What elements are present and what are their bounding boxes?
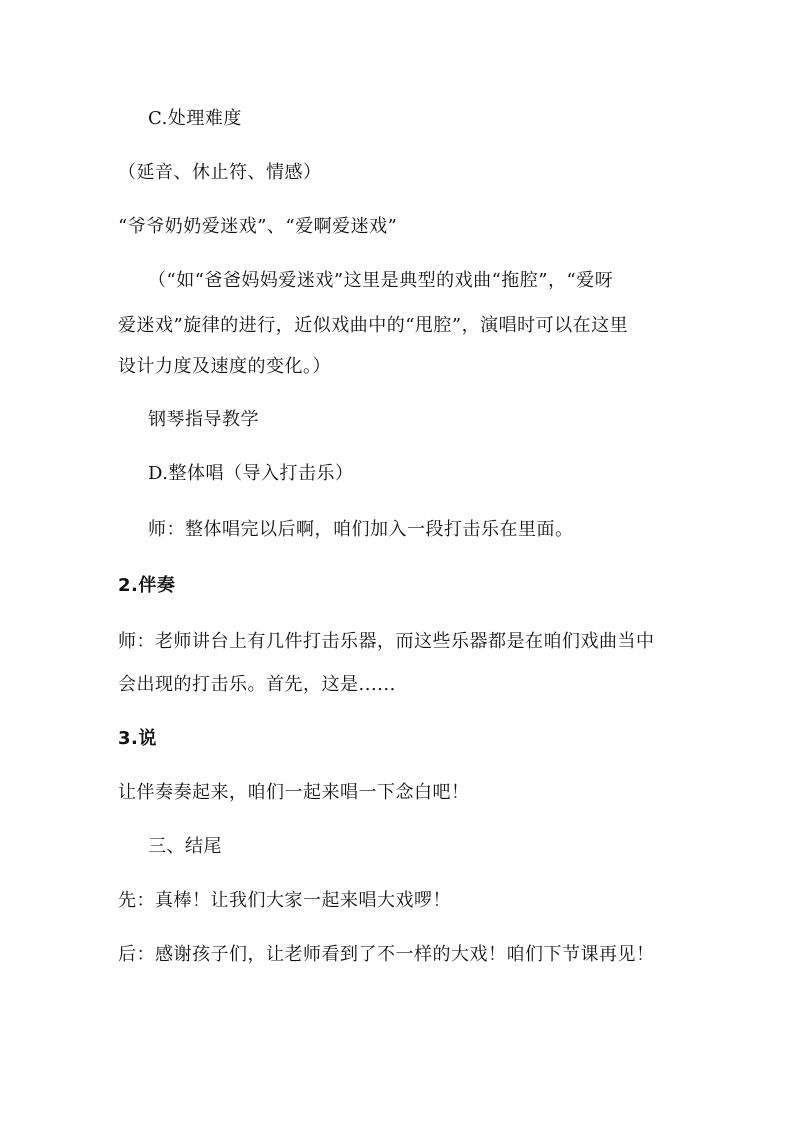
section-d-heading: D.整体唱（导入打击乐）: [148, 463, 354, 484]
paragraph-text: （“如“爸爸妈妈爱迷戏”这里是典型的戏曲“拖腔”，“爱呀: [148, 270, 614, 291]
paragraph-text: 会出现的打击乐。首先，这是......: [118, 674, 396, 695]
paragraph-text: （延音、休止符、情感）: [118, 162, 322, 183]
paragraph-text: 设计力度及速度的变化。）: [118, 356, 331, 377]
section-3-heading: 3.说: [118, 728, 157, 749]
section-three-heading: 三、结尾: [148, 836, 222, 857]
section-2-heading: 2.伴奏: [118, 575, 176, 596]
paragraph-text: 后：感谢孩子们，让老师看到了不一样的大戏！咱们下节课再见！: [118, 944, 655, 965]
paragraph-text: 爱迷戏”旋律的进行，近似戏曲中的“甩腔”，演唱时可以在这里: [118, 315, 629, 336]
paragraph-text: 师：整体唱完以后啊，咱们加入一段打击乐在里面。: [148, 519, 574, 540]
paragraph-text: 先：真棒！让我们大家一起来唱大戏啰！: [118, 890, 451, 911]
paragraph-text: “爷爷奶奶爱迷戏”、“爱啊爱迷戏”: [118, 216, 398, 237]
paragraph-text: 师：老师讲台上有几件打击乐器，而这些乐器都是在咱们戏曲当中: [118, 631, 655, 652]
paragraph-text: 钢琴指导教学: [148, 409, 259, 430]
paragraph-text: 让伴奏奏起来，咱们一起来唱一下念白吧！: [118, 782, 470, 803]
section-c-heading: C.处理难度: [148, 108, 242, 129]
